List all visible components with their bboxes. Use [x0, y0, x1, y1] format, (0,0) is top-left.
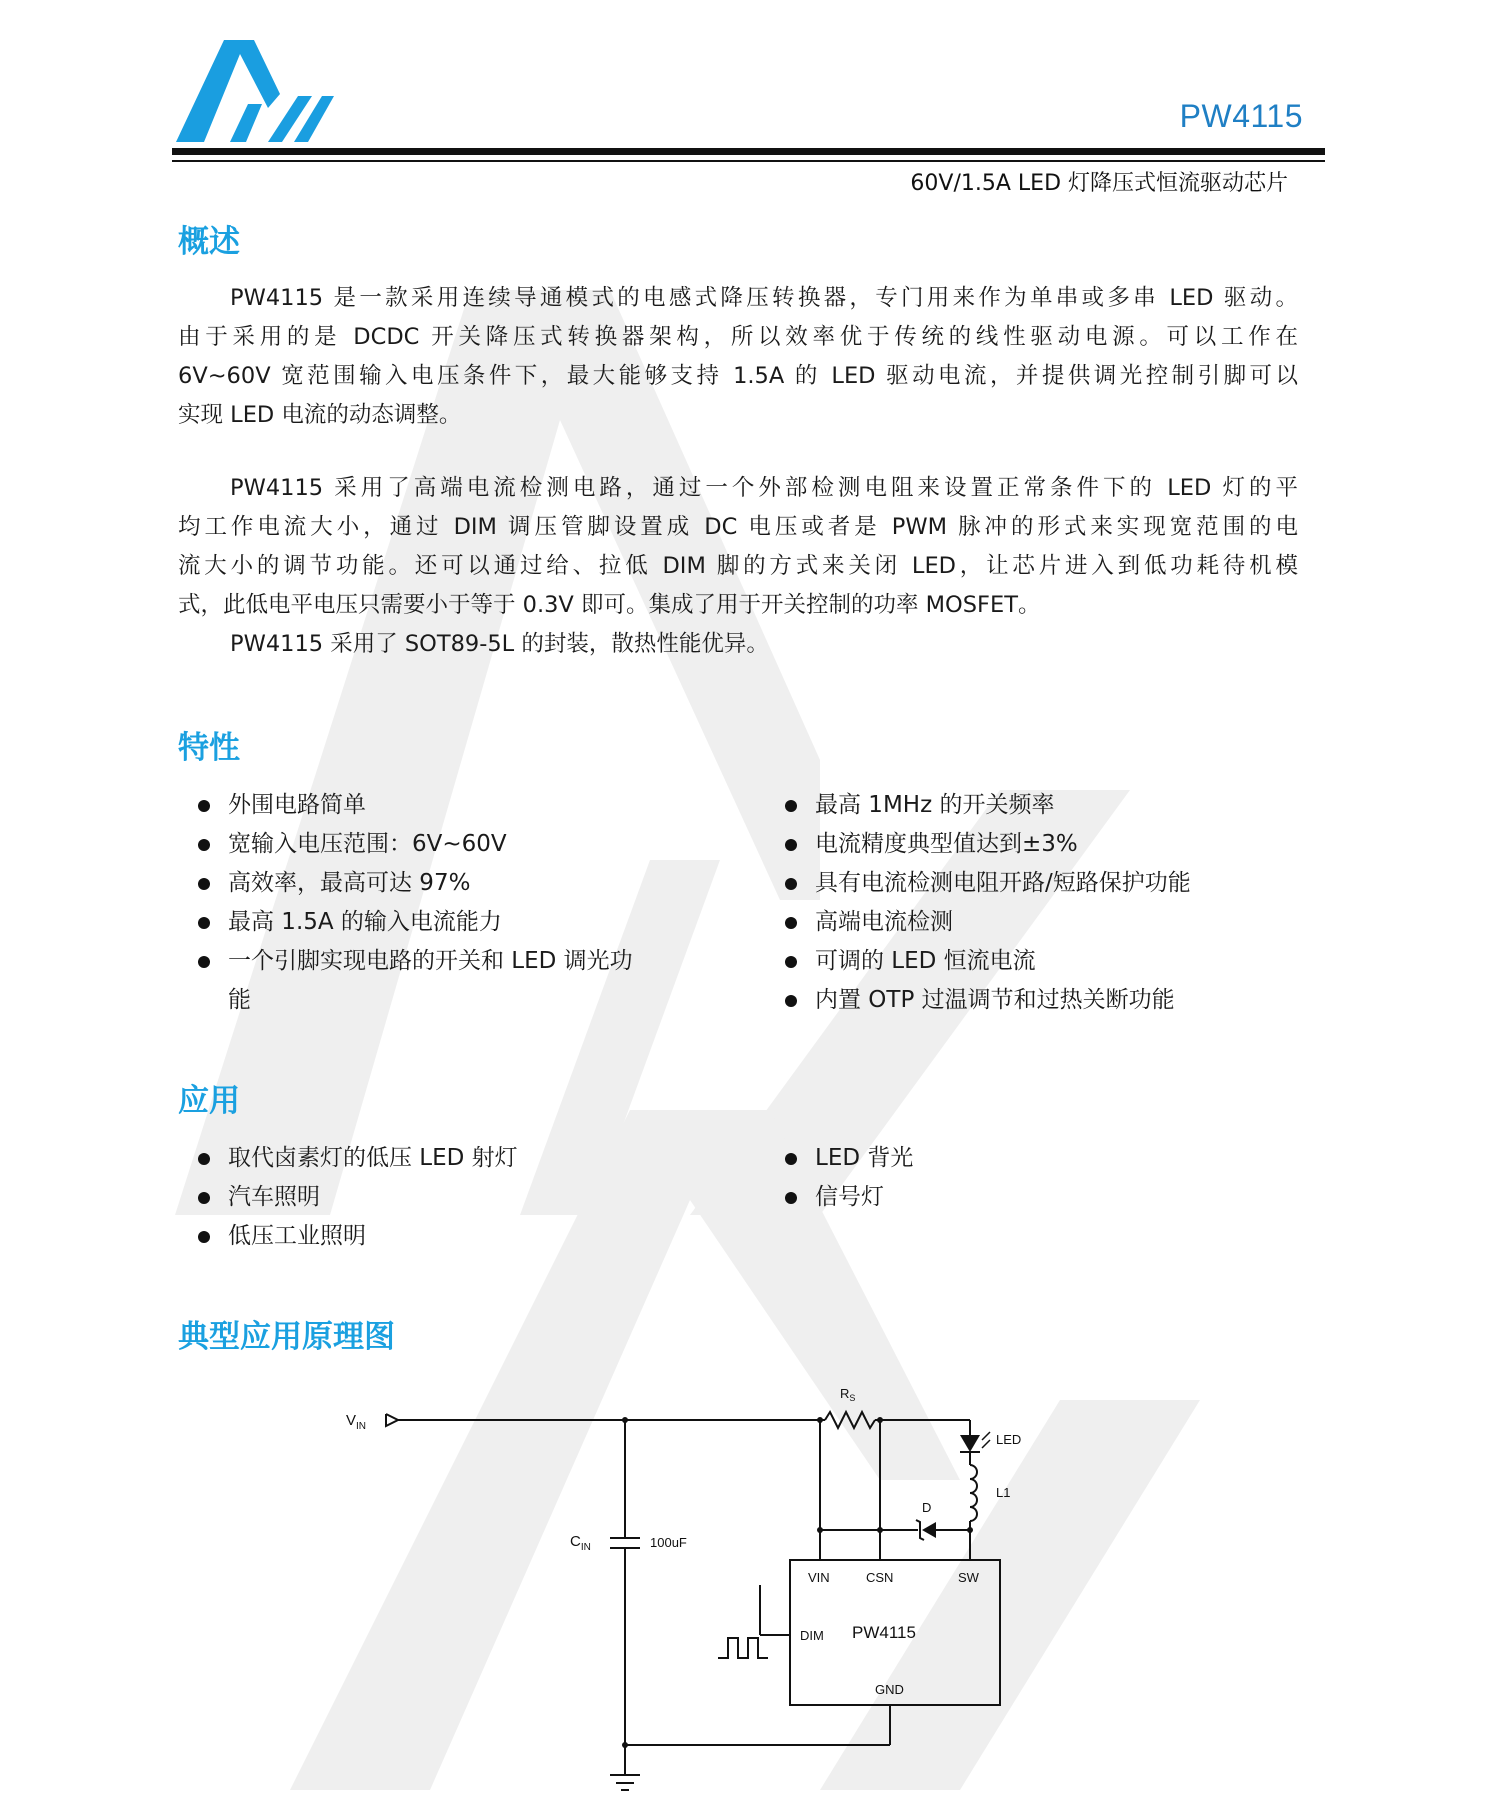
pin-sw-label: SW [958, 1570, 979, 1585]
features-list-right [765, 786, 1325, 1020]
bullet-icon [198, 1231, 210, 1243]
rs-label: $R_S$ [840, 1386, 856, 1403]
junction-dot [622, 1742, 628, 1748]
led-icon [960, 1435, 980, 1452]
junction-dot [877, 1417, 883, 1423]
junction-dot [967, 1527, 973, 1533]
sense-resistor-icon [825, 1412, 875, 1428]
cin-label: $C_{IN}$ [570, 1533, 591, 1553]
schematic-heading: 典型应用原理图 [178, 1319, 395, 1355]
features-list-left [178, 786, 738, 1020]
text-line: 式，此低电平电压只需要小于等于 0.3V 即可。集成了用于开关控制的功率 MOSFET。 [178, 592, 1041, 618]
vin-terminal-icon [386, 1414, 398, 1426]
l1-label: L1 [996, 1485, 1011, 1500]
overview-paragraph-3 [178, 625, 1298, 664]
schottky-diode-icon [922, 1522, 936, 1538]
bullet-icon [785, 839, 797, 851]
led-label: LED [996, 1432, 1022, 1447]
bullet-icon [785, 878, 797, 890]
text-line: PW4115 采用了 SOT89-5L 的封装，散热性能优异。 [230, 631, 769, 657]
applications-heading: 应用 [178, 1083, 240, 1119]
bullet-icon [198, 956, 210, 968]
bullet-icon [198, 917, 210, 929]
list-item: 一个引脚实现电路的开关和 LED 调光功 能 [178, 942, 738, 1020]
overview-paragraph-2 [178, 469, 1298, 625]
bullet-icon [198, 878, 210, 890]
header-rule-thick [172, 148, 1325, 155]
list-item: 高端电流检测 [765, 903, 1325, 942]
text-line: 由于采用的是 DCDC 开关降压式转换器架构，所以效率优于传统的线性驱动电源。可以工作在 [178, 324, 1298, 350]
company-logo [176, 38, 334, 146]
list-item: 汽车照明 [178, 1178, 738, 1217]
junction-dot [817, 1417, 823, 1423]
diode-label: D [922, 1500, 932, 1515]
list-item: 外围电路简单 [178, 786, 738, 825]
bullet-icon [785, 917, 797, 929]
applications-list-left [178, 1139, 738, 1256]
bullet-icon [785, 1153, 797, 1165]
bullet-icon [198, 1192, 210, 1204]
text-line: PW4115 采用了高端电流检测电路，通过一个外部检测电阻来设置正常条件下的 LED 灯的平 [230, 475, 1298, 501]
overview-heading: 概述 [178, 224, 240, 260]
text-line: 实现 LED 电流的动态调整。 [178, 402, 462, 428]
pin-csn-label: CSN [866, 1570, 894, 1585]
text-line: 6V~60V 宽范围输入电压条件下，最大能够支持 1.5A 的 LED 驱动电流，并提供调光控制引脚可以 [178, 363, 1298, 389]
bullet-icon [198, 839, 210, 851]
chip-label: PW4115 [852, 1623, 916, 1642]
inductor-icon [970, 1465, 977, 1521]
junction-dot [622, 1417, 628, 1423]
bullet-icon [785, 1192, 797, 1204]
pwm-signal-icon [718, 1638, 768, 1658]
text-line: PW4115 是一款采用连续导通模式的电感式降压转换器，专门用来作为单串或多串 LED 驱动。 [230, 285, 1298, 311]
typical-application-schematic [330, 1370, 1110, 1800]
overview-paragraph-1 [178, 279, 1298, 435]
pin-vin-label: VIN [808, 1570, 830, 1585]
list-item: LED 背光 [765, 1139, 1325, 1178]
header-rule-thin [172, 160, 1325, 162]
vin-label: $V_{IN}$ [346, 1412, 367, 1432]
text-line: 均工作电流大小，通过 DIM 调压管脚设置成 DC 电压或者是 PWM 脉冲的形式来实现宽范围的电 [178, 514, 1298, 540]
list-item: 内置 OTP 过温调节和过热关断功能 [765, 981, 1325, 1020]
document-subtitle: 60V/1.5A LED 灯降压式恒流驱动芯片 [910, 171, 1288, 196]
list-item: 最高 1.5A 的输入电流能力 [178, 903, 738, 942]
features-heading: 特性 [178, 730, 240, 766]
junction-dot [817, 1527, 823, 1533]
bullet-icon [785, 956, 797, 968]
list-item: 宽输入电压范围：6V~60V [178, 825, 738, 864]
text-line: 流大小的调节功能。还可以通过给、拉低 DIM 脚的方式来关闭 LED，让芯片进入到低功耗待机模 [178, 553, 1298, 579]
pin-dim-label: DIM [800, 1628, 824, 1643]
bullet-icon [785, 800, 797, 812]
part-number: PW4115 [1179, 98, 1303, 134]
cin-value: 100uF [650, 1535, 687, 1550]
list-item: 电流精度典型值达到±3% [765, 825, 1325, 864]
junction-dot [877, 1527, 883, 1533]
list-item: 取代卤素灯的低压 LED 射灯 [178, 1139, 738, 1178]
pin-gnd-label: GND [875, 1682, 904, 1697]
list-item: 高效率，最高可达 97% [178, 864, 738, 903]
bullet-icon [198, 800, 210, 812]
bullet-icon [785, 995, 797, 1007]
list-item: 具有电流检测电阻开路/短路保护功能 [765, 864, 1325, 903]
list-item: 低压工业照明 [178, 1217, 738, 1256]
applications-list-right [765, 1139, 1325, 1217]
list-item: 可调的 LED 恒流电流 [765, 942, 1325, 981]
list-item: 信号灯 [765, 1178, 1325, 1217]
list-item: 最高 1MHz 的开关频率 [765, 786, 1325, 825]
bullet-icon [198, 1153, 210, 1165]
